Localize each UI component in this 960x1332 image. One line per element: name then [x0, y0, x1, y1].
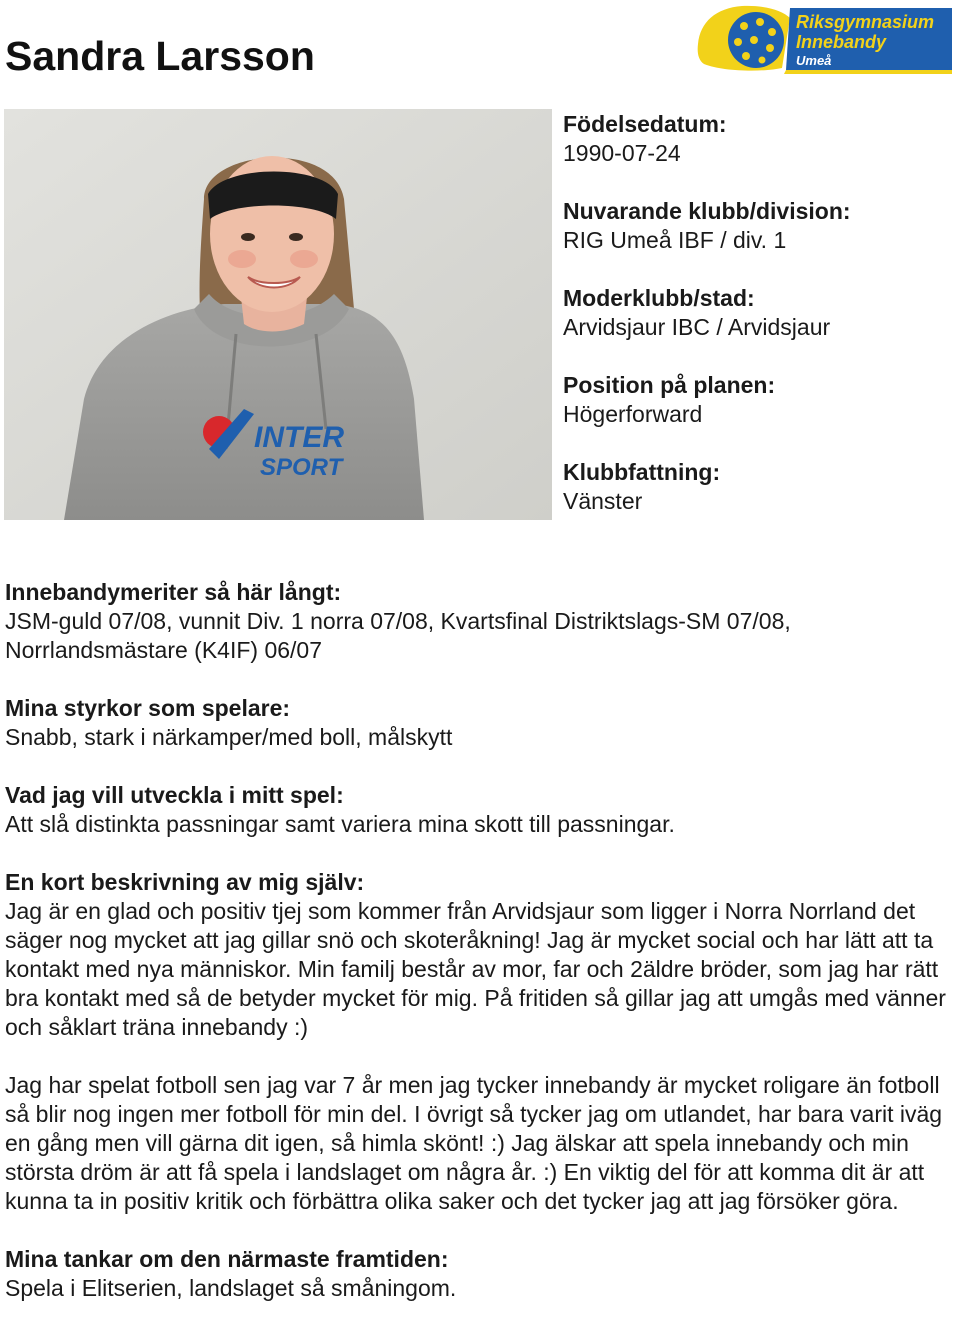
shirt-text-bottom: SPORT	[260, 454, 343, 481]
section-description-label: En kort beskrivning av mig själv:	[5, 869, 365, 895]
profile-sections	[5, 578, 955, 1332]
fact-position	[563, 371, 953, 429]
fact-birthdate-label: Födelsedatum:	[563, 111, 727, 137]
logo-line2: Innebandy	[796, 32, 887, 52]
fact-stick-grip-label: Klubbfattning:	[563, 459, 721, 485]
logo-line3: Umeå	[796, 53, 832, 68]
section-develop-text: Att slå distinkta passningar samt variera mina skott till passningar.	[5, 811, 675, 837]
section-future-text: Spela i Elitserien, landslaget så småningom.	[5, 1275, 457, 1301]
fact-current-club	[563, 197, 953, 255]
fact-home-club-label: Moderklubb/stad:	[563, 285, 755, 311]
page-title: Sandra Larsson	[5, 33, 315, 79]
section-merits	[5, 578, 955, 665]
section-future-label: Mina tankar om den närmaste framtiden:	[5, 1246, 449, 1272]
player-facts	[563, 110, 953, 545]
section-merits-text: JSM-guld 07/08, vunnit Div. 1 norra 07/08, Kvartsfinal Distriktslags-SM 07/08, Norrlandsmästare (K4IF) 06/07	[5, 608, 791, 663]
fact-birthdate	[563, 110, 953, 168]
section-description-para2: Jag har spelat fotboll sen jag var 7 år men jag tycker innebandy är mycket roligare än fotboll så blir nog ingen mer fotboll för min del. I övrigt så tycker jag om utlandet, har bara varit iväg en gång men vill gärna dit igen, så himla skönt! :) Jag älskar att spela innebandy och min största dröm är att få spela i landslaget om några år. :) En viktig del för att komma dit är att kunna ta in positiv kritik och förbättra olika saker och det tycker jag att jag försöker göra.	[5, 1072, 943, 1214]
section-description	[5, 868, 955, 1216]
section-strengths-label: Mina styrkor som spelare:	[5, 695, 291, 721]
logo-line1: Riksgymnasium	[796, 12, 935, 32]
section-strengths	[5, 694, 955, 752]
section-develop	[5, 781, 955, 839]
riksgymnasium-innebandy-logo	[694, 4, 956, 74]
section-future	[5, 1245, 955, 1303]
player-photo	[4, 109, 552, 520]
fact-home-club	[563, 284, 953, 342]
section-description-para1: Jag är en glad och positiv tjej som kommer från Arvidsjaur som ligger i Norra Norrland det säger nog mycket att jag gillar snö och skoteråkning! Jag är mycket social och har lätt att ta kontakt med nya människor. Min familj består av mor, far och 2äldre bröder, som jag har rätt bra kontakt med så de betyder mycket för mig. På fritiden så gillar jag att umgås med vänner och såklart träna innebandy :)	[5, 898, 946, 1040]
fact-position-label: Position på planen:	[563, 372, 776, 398]
fact-current-club-value: RIG Umeå IBF / div. 1	[563, 227, 787, 253]
fact-current-club-label: Nuvarande klubb/division:	[563, 198, 851, 224]
fact-birthdate-value: 1990-07-24	[563, 140, 681, 166]
section-develop-label: Vad jag vill utveckla i mitt spel:	[5, 782, 344, 808]
fact-stick-grip-value: Vänster	[563, 488, 643, 514]
shirt-text-top: INTER	[254, 421, 344, 454]
section-merits-label: Innebandymeriter så här långt:	[5, 579, 342, 605]
fact-home-club-value: Arvidsjaur IBC / Arvidsjaur	[563, 314, 831, 340]
fact-position-value: Högerforward	[563, 401, 703, 427]
player-photo-illustration	[4, 109, 552, 520]
section-strengths-text: Snabb, stark i närkamper/med boll, målskytt	[5, 724, 453, 750]
fact-stick-grip	[563, 458, 953, 516]
